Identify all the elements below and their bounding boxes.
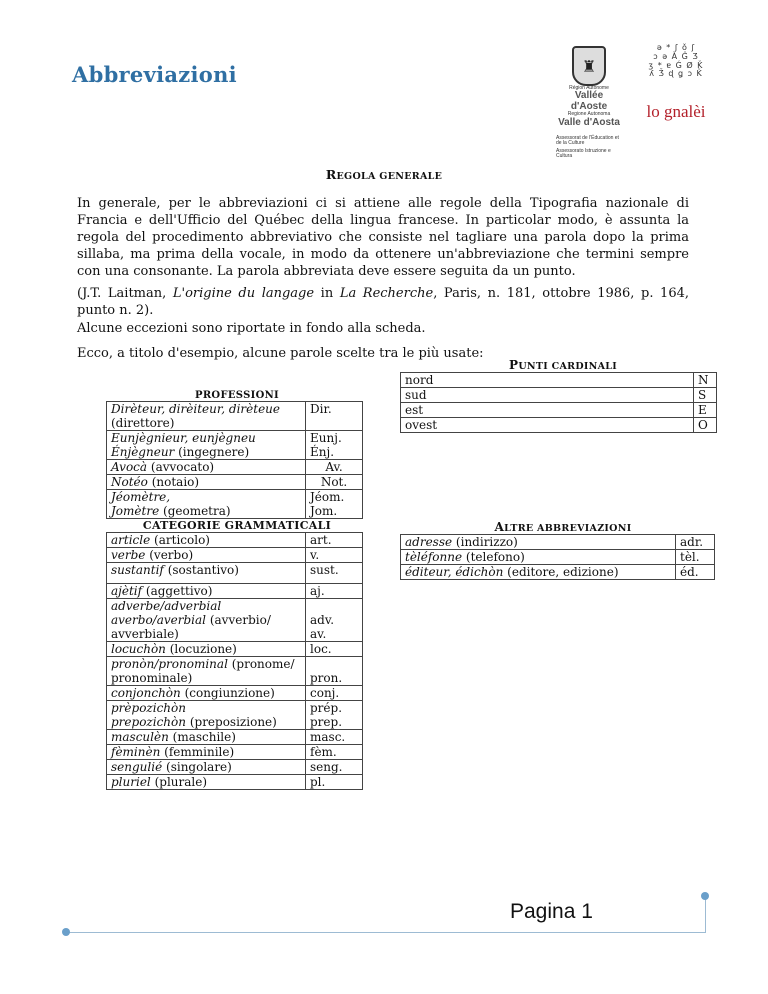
table-row: adverbe/adverbial averbo/averbial (avverbio/ avverbiale) adv. av.: [107, 599, 363, 642]
altre-block: [400, 520, 726, 580]
left-table-block: [106, 390, 368, 790]
examples-intro: Ecco, a titolo d'esempio, alcune parole scelte tra le più usate:: [77, 346, 484, 361]
logo-line: Regione Autonoma: [567, 111, 611, 118]
page-number: Pagina 1: [510, 900, 593, 923]
table-row: nord N: [401, 373, 717, 388]
rule-dot-icon: [62, 928, 70, 936]
footer-rule: [66, 932, 706, 933]
table-row: ajètif (aggettivo) aj.: [107, 584, 363, 599]
rule-dot-icon: [701, 892, 709, 900]
table-caption: ALTRE ABBREVIAZIONI: [494, 520, 632, 534]
letter-cloud-icon: ǝ * ʃ ǒ ʃ ɔ ə Ǎ Ĝ Ʒ ʒ * ɐ Ǵ Ø Ǩ ʎ Ǯ ɖ ǥ ɔ Ǩ: [648, 43, 704, 79]
table-row: prèpozichòn prepozichòn (preposizione) prép. prep.: [107, 701, 363, 730]
table-row: est E: [401, 403, 717, 418]
table-caption: CATEGORIE GRAMMATICALI: [142, 519, 332, 532]
table-row: pluriel (plurale) pl.: [107, 775, 363, 790]
logo-line: Valle d'Aosta: [558, 116, 620, 128]
logo-line: Région Autonome: [569, 85, 609, 91]
table-row: Jéomètre, Jomètre (geometra) Jéom. Jom.: [107, 490, 363, 519]
intro-paragraph: In generale, per le abbreviazioni ci si attiene alle regole della Tipografia nazionale di Francia e dell'Ufficio del Québec della lingua francese. In particolar modo, è assunta la regola del procedimento abbreviativo che consiste nel tagliare una parola dopo la prima sillaba, ma prima della vocale, in modo da ottenere un'abbreviazione che termini sempre con una consonante. La parola abbreviata deve essere seguita da un punto.: [77, 196, 689, 279]
document-title: Abbreviazioni: [72, 62, 237, 87]
section-heading: REGOLA GENERALE: [325, 167, 443, 182]
footer-rule-vertical: [705, 896, 706, 932]
logo-line: Vallée d'Aoste: [570, 90, 608, 112]
table-row: fèminèn (femminile) fèm.: [107, 745, 363, 760]
table-row: verbe (verbo) v.: [107, 548, 363, 563]
table-row: sud S: [401, 388, 717, 403]
logo-line: Assessorato Istruzione e Cultura: [556, 147, 611, 159]
table-caption: PROFESSIONI: [195, 390, 279, 401]
logo-line: Assessorat de l'Éducation et de la Culture: [556, 135, 619, 147]
table-row: Dirèteur, dirèiteur, dirèteue (direttore) Dir.: [107, 402, 363, 431]
table-row: adresse (indirizzo) adr.: [401, 535, 715, 550]
table-row: Eunjègnieur, eunjègneu Énjègneur (ingegnere) Eunj. Énj.: [107, 431, 363, 460]
punti-block: [400, 358, 726, 433]
table-row: locuchòn (locuzione) loc.: [107, 642, 363, 657]
lognalei-logo: [640, 44, 712, 122]
professioni-table: [106, 401, 363, 519]
lognalei-wordmark: lo gnalèi: [646, 102, 706, 121]
table-row: sengulié (singolare) seng.: [107, 760, 363, 775]
table-row: masculèn (maschile) masc.: [107, 730, 363, 745]
table-row: tèléfonne (telefono) tèl.: [401, 550, 715, 565]
region-logo: [556, 46, 622, 159]
punti-table: [400, 372, 717, 433]
table-row: sustantif (sostantivo) sust.: [107, 563, 363, 584]
categorie-table: [106, 532, 363, 790]
table-row: Avocà (avvocato) Av.: [107, 460, 363, 475]
crest-icon: ♜: [572, 46, 606, 86]
altre-table: [400, 534, 715, 580]
table-caption: PUNTI CARDINALI: [508, 358, 617, 372]
table-row: pronòn/pronominal (pronome/ pronominale) pron.: [107, 657, 363, 686]
table-row: Notéo (notaio) Not.: [107, 475, 363, 490]
table-row: ovest O: [401, 418, 717, 433]
table-row: conjonchòn (congiunzione) conj.: [107, 686, 363, 701]
exceptions-note: Alcune eccezioni sono riportate in fondo alla scheda.: [77, 321, 426, 336]
table-row: article (articolo) art.: [107, 533, 363, 548]
citation: (J.T. Laitman, L'origine du langage in La Recherche, Paris, n. 181, ottobre 1986, p. 164, punto n. 2).: [77, 286, 690, 318]
table-row: éditeur, édichòn (editore, edizione) éd.: [401, 565, 715, 580]
